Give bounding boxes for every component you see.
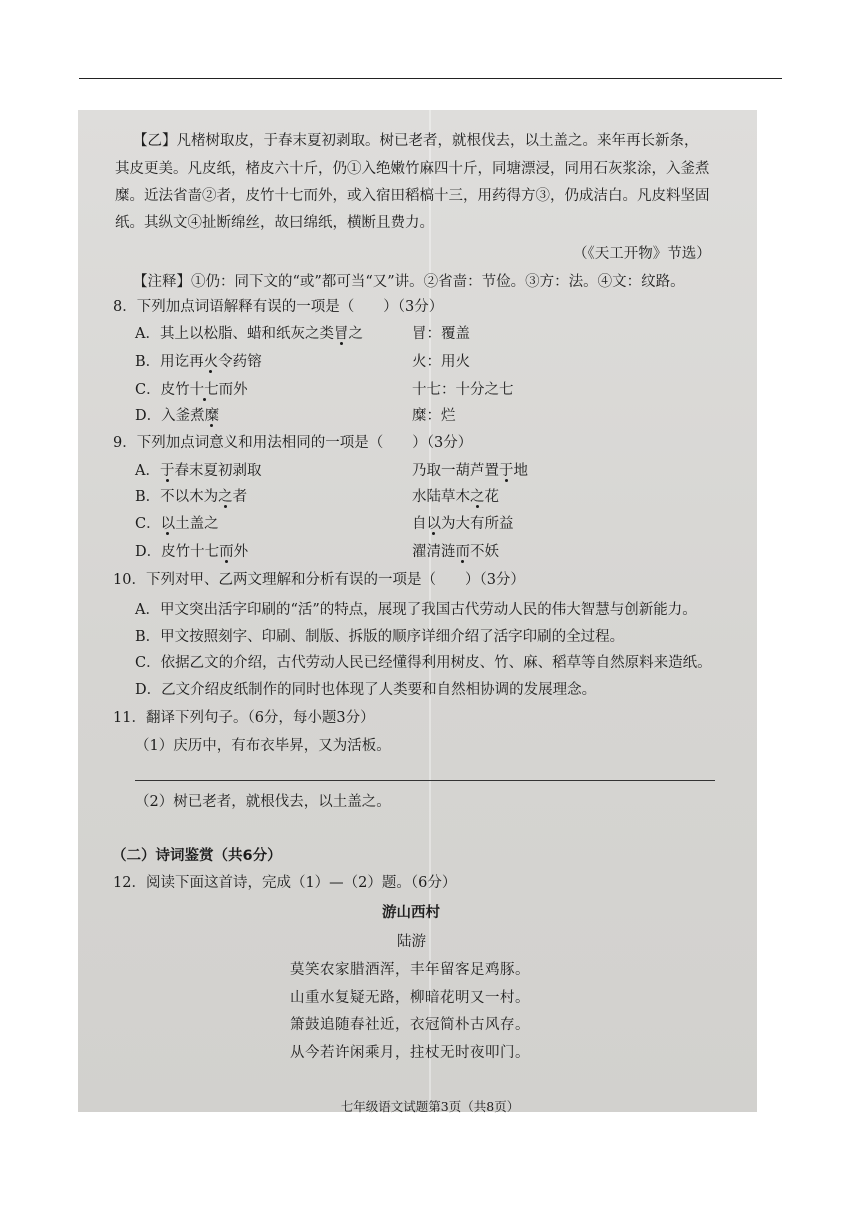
q10-option-b: B．甲文按照刻字、印刷、制版、拆版的顺序详细介绍了活字印刷的全过程。 — [135, 629, 625, 645]
poem-title: 游山西村 — [382, 905, 440, 921]
q9-option-c: C．以土盖之 — [135, 516, 219, 532]
q9-stem: 9．下列加点词意义和用法相同的一项是（ ）（3分） — [113, 435, 473, 451]
q8-option-a-explain: 冒：覆盖 — [412, 326, 470, 342]
q11-sentence-1: （1）庆历中，有布衣毕昇，又为活板。 — [135, 738, 391, 754]
passage-line-3: 糜。近法省啬②者，皮竹十七而外，或入宿田稻槁十三，用药得方③，仍成洁白。凡皮料坚固 — [115, 188, 710, 204]
q8-option-c: C．皮竹十七而外 — [135, 382, 248, 398]
poem-line-2: 山重水复疑无路，柳暗花明又一村。 — [290, 990, 530, 1006]
q9-option-c-compare: 自以为大有所益 — [412, 516, 514, 532]
q10-option-c: C．依据乙文的介绍，古代劳动人民已经懂得利用树皮、竹、麻、稻草等自然原料来造纸。 — [135, 655, 712, 671]
q8-option-a: A．其上以松脂、蜡和纸灰之类冒之 — [135, 326, 363, 342]
poem-line-1: 莫笑农家腊酒浑，丰年留客足鸡豚。 — [290, 962, 530, 978]
q11-stem: 11．翻译下列句子。（6分，每小题3分） — [113, 710, 375, 726]
q9-option-a-compare: 乃取一葫芦置于地 — [412, 463, 528, 479]
q11-sentence-2: （2）树已老者，就根伐去，以土盖之。 — [135, 794, 391, 810]
poem-line-4: 从今若许闲乘月，拄杖无时夜叩门。 — [290, 1045, 530, 1061]
q10-option-d: D．乙文介绍皮纸制作的同时也体现了人类要和自然相协调的发展理念。 — [135, 682, 597, 698]
q9-option-b: B．不以木为之者 — [135, 489, 248, 505]
q10-option-a: A．甲文突出活字印刷的“活”的特点，展现了我国古代劳动人民的伟大智慧与创新能力。 — [135, 602, 697, 618]
header-rule — [79, 78, 782, 79]
passage-line-1: 【乙】凡楮树取皮，于春末夏初剥取。树已老者，就根伐去，以土盖之。来年再长新条， — [133, 133, 699, 149]
q9-option-d-compare: 濯清涟而不妖 — [412, 544, 499, 560]
q8-option-d: D．入釜煮糜 — [135, 408, 220, 424]
q9-option-d: D．皮竹十七而外 — [135, 544, 249, 560]
answer-line — [135, 780, 715, 781]
q9-option-b-compare: 水陆草木之花 — [412, 489, 499, 505]
annotation-notes: 【注释】①仍：同下文的“或”都可当“又”讲。②省啬：节俭。③方：法。④文：纹路。 — [133, 274, 685, 290]
q9-option-a: A．于春末夏初剥取 — [135, 463, 262, 479]
q10-stem: 10．下列对甲、乙两文理解和分析有误的一项是（ ）（3分） — [113, 572, 525, 588]
passage-source: （《天工开物》节选） — [573, 246, 711, 262]
q8-option-c-explain: 十七：十分之七 — [412, 382, 514, 398]
q8-option-d-explain: 糜：烂 — [412, 408, 456, 424]
poem-author: 陆游 — [397, 934, 426, 950]
page-footer: 七年级语文试题第3页（共8页） — [340, 1099, 520, 1114]
poem-line-3: 箫鼓追随春社近，衣冠简朴古风存。 — [290, 1017, 530, 1033]
passage-line-2: 其皮更美。凡皮纸，楮皮六十斤，仍①入绝嫩竹麻四十斤，同塘漂浸，同用石灰浆涂，入釜煮 — [115, 161, 710, 177]
q8-option-b-explain: 火：用火 — [412, 354, 470, 370]
q12-stem: 12．阅读下面这首诗，完成（1）—（2）题。（6分） — [113, 875, 457, 891]
q8-stem: 8．下列加点词语解释有误的一项是（ ）（3分） — [113, 299, 444, 315]
passage-line-4: 纸。其纵文④扯断绵丝，故曰绵纸，横断且费力。 — [115, 215, 434, 231]
section-poetry-heading: （二）诗词鉴赏（共6分） — [112, 848, 282, 864]
q8-option-b: B．用讫再火令药镕 — [135, 354, 262, 370]
